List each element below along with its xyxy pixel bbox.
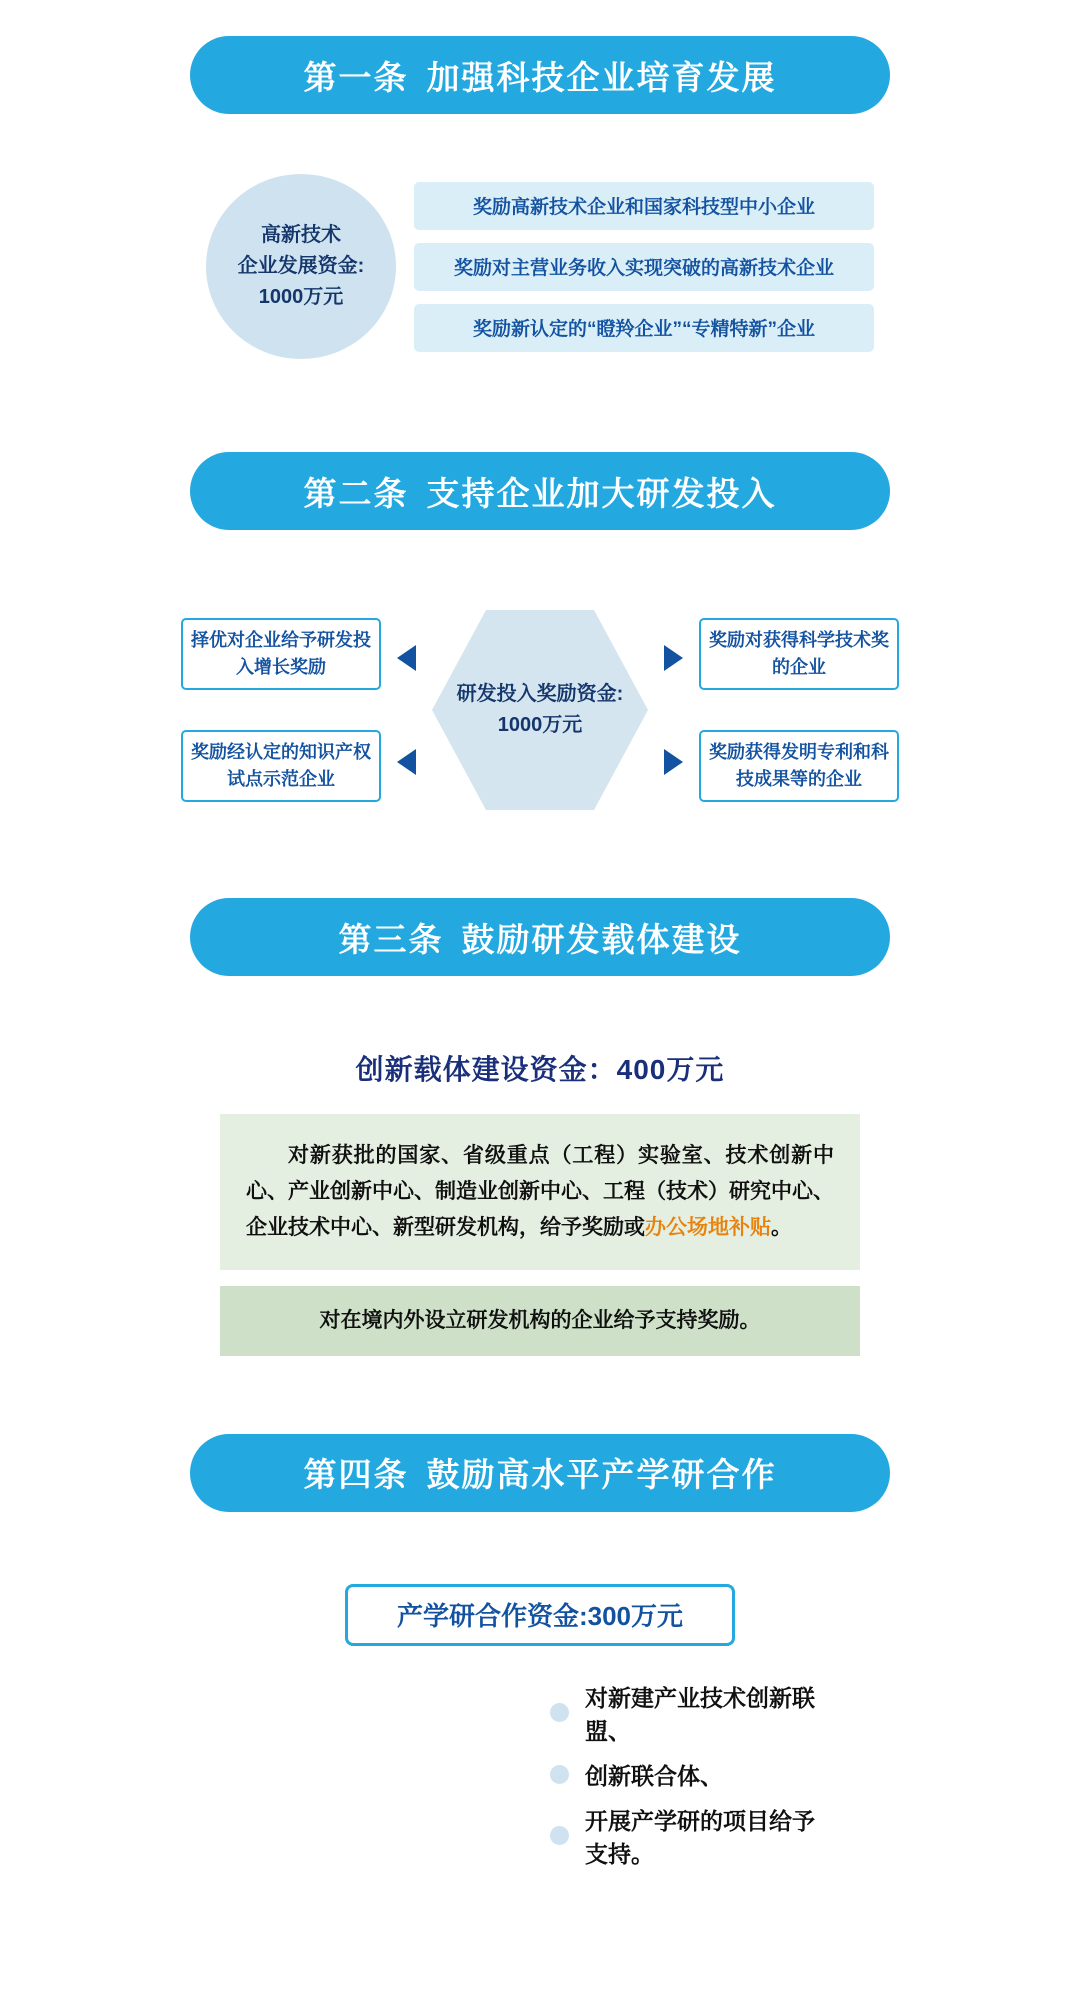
- section-title-3: 鼓励研发载体建设: [461, 920, 742, 958]
- section-number-3: 第三条: [338, 920, 444, 958]
- paragraph-primary-text: 对新获批的国家、省级重点（工程）实验室、技术创新中心、产业创新中心、制造业创新中心、工程（技术）研究中心、企业技术中心、新型研发机构，给予奖励或: [246, 1144, 834, 1240]
- arrow-left-icon: [397, 645, 416, 671]
- fund-ellipse-line-1: 高新技术: [261, 224, 341, 246]
- list-item-label: 开展产学研的项目给予支持。: [585, 1807, 815, 1867]
- section-banner-4: [190, 1434, 890, 1512]
- list-item: 奖励经认定的知识产权试点示范企业: [181, 730, 381, 802]
- list-item: 奖励获得发明专利和科技成果等的企业: [699, 730, 899, 802]
- section-2-left-column: [181, 618, 381, 802]
- fund-ellipse-line-2: 企业发展资金:: [237, 255, 365, 277]
- arrow-left-icon: [397, 749, 416, 775]
- section-title-1: 加强科技企业培育发展: [426, 58, 777, 96]
- list-item: 奖励对获得科学技术奖的企业: [699, 618, 899, 690]
- paragraph-primary-tail: 。: [771, 1216, 792, 1240]
- section-number-4: 第四条: [303, 1456, 409, 1494]
- section-1-content: [0, 174, 1080, 374]
- list-item: [550, 1758, 820, 1791]
- infographic-page: [0, 36, 1080, 2013]
- fund-box-4: 产学研合作资金:300万元: [345, 1584, 735, 1646]
- section-number-1: 第一条: [303, 58, 409, 96]
- paragraph-primary: [220, 1114, 860, 1270]
- section-2-right-column: [699, 618, 899, 802]
- bullet-dot-icon: [550, 1826, 569, 1845]
- section-3-content: [0, 1048, 1080, 1356]
- section-title-2: 支持企业加大研发投入: [426, 474, 777, 512]
- list-item: 奖励对主营业务收入实现突破的高新技术企业: [414, 243, 874, 291]
- arrow-right-icon: [664, 749, 683, 775]
- section-banner-2: [190, 452, 890, 530]
- section-banner-3: [190, 898, 890, 976]
- arrow-right-icon: [664, 645, 683, 671]
- paragraph-secondary: 对在境内外设立研发机构的企业给予支持奖励。: [220, 1286, 860, 1356]
- list-item: 择优对企业给予研发投入增长奖励: [181, 618, 381, 690]
- fund-hexagon-label: [457, 679, 624, 741]
- bullet-dot-icon: [550, 1703, 569, 1722]
- list-item: 奖励高新技术企业和国家科技型中小企业: [414, 182, 874, 230]
- right-arrow-group: [648, 645, 699, 775]
- left-arrow-group: [381, 645, 432, 775]
- section-title-4: 鼓励高水平产学研合作: [426, 1456, 777, 1494]
- section-2-content: [0, 600, 1080, 820]
- list-item-label: 对新建产业技术创新联盟、: [585, 1684, 815, 1744]
- section-4-bullet-list: [260, 1680, 820, 1869]
- section-banner-1: [190, 36, 890, 114]
- section-number-2: 第二条: [303, 474, 409, 512]
- paragraph-highlight: 办公场地补贴: [645, 1216, 771, 1240]
- list-item: [550, 1680, 820, 1746]
- list-item: [550, 1803, 820, 1869]
- list-item-label: 创新联合体、: [585, 1762, 723, 1789]
- fund-hexagon-line-2: 1000万元: [497, 714, 583, 736]
- fund-ellipse-1: [206, 174, 396, 359]
- section-4-content: [0, 1584, 1080, 1941]
- list-item: 奖励新认定的“瞪羚企业”“专精特新”企业: [414, 304, 874, 352]
- section-1-bar-list: [414, 182, 874, 352]
- fund-hexagon: [432, 610, 648, 810]
- bullet-dot-icon: [550, 1765, 569, 1784]
- fund-title-3: 创新载体建设资金：400万元: [355, 1054, 725, 1085]
- fund-hexagon-line-1: 研发投入奖励资金:: [456, 683, 624, 705]
- fund-ellipse-line-3: 1000万元: [258, 286, 344, 308]
